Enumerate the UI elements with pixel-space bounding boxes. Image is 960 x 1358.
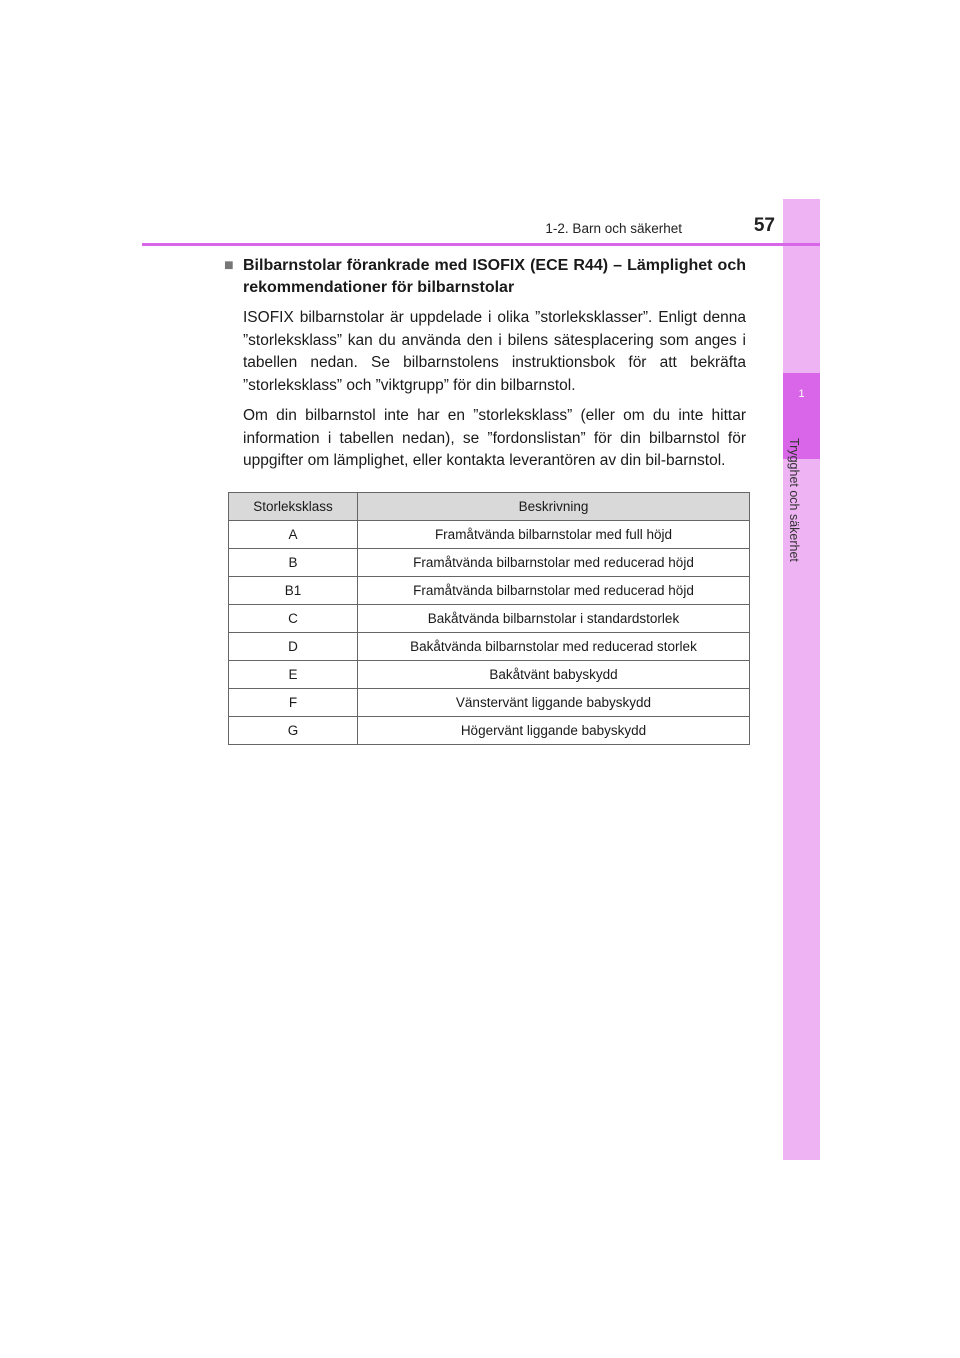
size-class-cell: C	[229, 605, 358, 633]
paragraph-vehicle-list: Om din bilbarnstol inte har en ”storleksklass” (eller om du inte hittar information i tabellen nedan), se ”fordonslistan” för din bilbarnstol för uppgifter om lämplighet, eller kontakta leverantören av din bil-barnstol.	[243, 407, 746, 469]
size-class-cell: E	[229, 661, 358, 689]
size-class-cell: D	[229, 633, 358, 661]
section-label: 1-2. Barn och säkerhet	[545, 221, 682, 236]
main-content	[224, 255, 746, 473]
description-cell: Vänstervänt liggande babyskydd	[358, 689, 750, 717]
chapter-title: Trygghet och säkerhet	[787, 438, 801, 562]
table-row	[229, 717, 750, 745]
table-row	[229, 661, 750, 689]
section-heading-text: Bilbarnstolar förankrade med ISOFIX (ECE R44) – Lämplighet och rekommendationer för bilbarnstolar	[243, 257, 746, 296]
paragraph-size-classes: ISOFIX bilbarnstolar är uppdelade i olika ”storleksklasser”. Enligt denna ”storleksklass” kan du använda den i bilens sätesplacering som anges i tabellen nedan. Se bilbarnstolens instruktionsbok för att bekräfta ”storleksklass” och ”viktgrupp” för din bilbarnstol.	[243, 309, 746, 394]
size-class-cell: B1	[229, 577, 358, 605]
table-row	[229, 689, 750, 717]
size-class-cell: B	[229, 549, 358, 577]
table-row	[229, 521, 750, 549]
description-cell: Framåtvända bilbarnstolar med reducerad höjd	[358, 549, 750, 577]
size-class-cell: G	[229, 717, 358, 745]
chapter-number: 1	[798, 388, 805, 400]
column-header-size-class: Storleksklass	[229, 493, 358, 521]
table-row	[229, 549, 750, 577]
description-cell: Bakåtvänt babyskydd	[358, 661, 750, 689]
table-row	[229, 577, 750, 605]
size-class-cell: A	[229, 521, 358, 549]
description-cell: Högervänt liggande babyskydd	[358, 717, 750, 745]
description-cell: Framåtvända bilbarnstolar med full höjd	[358, 521, 750, 549]
table-row	[229, 605, 750, 633]
column-header-description: Beskrivning	[358, 493, 750, 521]
table-header-row	[229, 493, 750, 521]
description-cell: Framåtvända bilbarnstolar med reducerad höjd	[358, 577, 750, 605]
square-bullet-icon: ■	[224, 257, 234, 274]
size-class-table	[228, 492, 750, 745]
header-divider	[142, 243, 820, 246]
chapter-side-tab	[783, 199, 820, 1160]
table-row	[229, 633, 750, 661]
section-heading	[224, 255, 746, 299]
description-cell: Bakåtvända bilbarnstolar i standardstorlek	[358, 605, 750, 633]
description-cell: Bakåtvända bilbarnstolar med reducerad storlek	[358, 633, 750, 661]
page-number: 57	[753, 215, 775, 236]
size-class-cell: F	[229, 689, 358, 717]
